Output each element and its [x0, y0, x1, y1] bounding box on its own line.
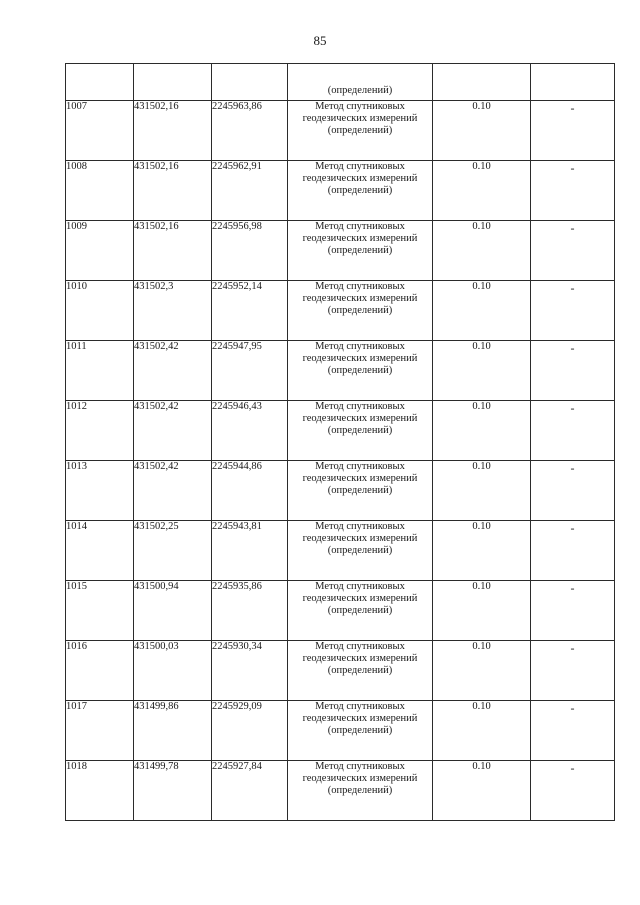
- method-line: Метод спутниковых: [315, 101, 405, 112]
- coord-x: 431502,42: [134, 401, 212, 461]
- point-number: 1012: [66, 401, 134, 461]
- point-number: 1011: [66, 341, 134, 401]
- point-number: 1008: [66, 161, 134, 221]
- accuracy-value: 0.10: [433, 101, 531, 161]
- method-line: Метод спутниковых: [315, 401, 405, 412]
- method-cell: [288, 161, 433, 221]
- accuracy-value: 0.10: [433, 761, 531, 821]
- coord-x: 431502,25: [134, 521, 212, 581]
- method-line: (определений): [327, 365, 393, 376]
- method-cell: [288, 461, 433, 521]
- method-cell: [288, 521, 433, 581]
- method-line: геодезических измерений: [302, 653, 418, 664]
- method-line: Метод спутниковых: [315, 521, 405, 532]
- empty-value-dash: -: [531, 281, 615, 341]
- table-cell: [212, 64, 288, 101]
- empty-value-dash: -: [531, 101, 615, 161]
- page-number: 85: [313, 33, 327, 48]
- table-row: [66, 401, 615, 461]
- coord-x: 431500,94: [134, 581, 212, 641]
- coord-y: 2245946,43: [212, 401, 288, 461]
- coord-x: 431502,16: [134, 221, 212, 281]
- coord-x: 431502,42: [134, 341, 212, 401]
- method-cell: [288, 701, 433, 761]
- accuracy-value: 0.10: [433, 401, 531, 461]
- coord-y: 2245935,86: [212, 581, 288, 641]
- table-row: [66, 341, 615, 401]
- empty-value-dash: -: [531, 641, 615, 701]
- coord-x: 431502,16: [134, 161, 212, 221]
- coord-x: 431502,3: [134, 281, 212, 341]
- empty-value-dash: -: [531, 161, 615, 221]
- method-line: (определений): [327, 605, 393, 616]
- method-line: геодезических измерений: [302, 353, 418, 364]
- method-cell: [288, 641, 433, 701]
- coord-y: 2245944,86: [212, 461, 288, 521]
- continuation-row: [66, 64, 615, 101]
- coord-y: 2245927,84: [212, 761, 288, 821]
- coord-y: 2245956,98: [212, 221, 288, 281]
- method-line: (определений): [327, 185, 393, 196]
- method-line: (определений): [327, 665, 393, 676]
- method-line: геодезических измерений: [302, 113, 418, 124]
- point-number: 1007: [66, 101, 134, 161]
- accuracy-value: 0.10: [433, 641, 531, 701]
- point-number: 1015: [66, 581, 134, 641]
- point-number: 1016: [66, 641, 134, 701]
- method-line: (определений): [327, 245, 393, 256]
- table-cell: [134, 64, 212, 101]
- method-line: Метод спутниковых: [315, 281, 405, 292]
- coord-y: 2245930,34: [212, 641, 288, 701]
- point-number: 1014: [66, 521, 134, 581]
- table-row: [66, 581, 615, 641]
- method-line: Метод спутниковых: [315, 701, 405, 712]
- point-number: 1013: [66, 461, 134, 521]
- table-row: [66, 281, 615, 341]
- method-line: Метод спутниковых: [315, 221, 405, 232]
- method-line: Метод спутниковых: [315, 761, 405, 772]
- method-cell: [288, 64, 433, 101]
- empty-value-dash: -: [531, 461, 615, 521]
- accuracy-value: 0.10: [433, 221, 531, 281]
- method-line: Метод спутниковых: [315, 461, 405, 472]
- point-number: 1010: [66, 281, 134, 341]
- method-line: геодезических измерений: [302, 413, 418, 424]
- coord-y: 2245929,09: [212, 701, 288, 761]
- coordinates-table: [65, 63, 615, 821]
- method-line: геодезических измерений: [302, 773, 418, 784]
- coord-y: 2245962,91: [212, 161, 288, 221]
- accuracy-value: 0.10: [433, 701, 531, 761]
- method-line: Метод спутниковых: [315, 581, 405, 592]
- table-row: [66, 641, 615, 701]
- empty-value-dash: -: [531, 401, 615, 461]
- accuracy-value: 0.10: [433, 161, 531, 221]
- table-cell: [531, 64, 615, 101]
- accuracy-value: 0.10: [433, 461, 531, 521]
- method-line: (определений): [327, 85, 393, 96]
- method-line: геодезических измерений: [302, 293, 418, 304]
- method-line: геодезических измерений: [302, 233, 418, 244]
- coord-x: 431499,78: [134, 761, 212, 821]
- table-row: [66, 701, 615, 761]
- method-cell: [288, 221, 433, 281]
- coord-y: 2245943,81: [212, 521, 288, 581]
- method-line: (определений): [327, 125, 393, 136]
- method-cell: [288, 281, 433, 341]
- method-cell: [288, 101, 433, 161]
- method-line: (определений): [327, 305, 393, 316]
- table-row: [66, 521, 615, 581]
- method-line: (определений): [327, 425, 393, 436]
- empty-value-dash: -: [531, 521, 615, 581]
- method-line: (определений): [327, 485, 393, 496]
- method-line: Метод спутниковых: [315, 341, 405, 352]
- method-cell: [288, 761, 433, 821]
- method-line: геодезических измерений: [302, 713, 418, 724]
- table-cell: [433, 64, 531, 101]
- coord-y: 2245952,14: [212, 281, 288, 341]
- table-row: [66, 761, 615, 821]
- accuracy-value: 0.10: [433, 341, 531, 401]
- empty-value-dash: -: [531, 701, 615, 761]
- accuracy-value: 0.10: [433, 521, 531, 581]
- coord-x: 431502,42: [134, 461, 212, 521]
- table-cell: [66, 64, 134, 101]
- coord-y: 2245947,95: [212, 341, 288, 401]
- method-line: геодезических измерений: [302, 173, 418, 184]
- method-cell: [288, 341, 433, 401]
- empty-value-dash: -: [531, 341, 615, 401]
- table-row: [66, 101, 615, 161]
- coord-x: 431499,86: [134, 701, 212, 761]
- point-number: 1018: [66, 761, 134, 821]
- coord-x: 431502,16: [134, 101, 212, 161]
- method-line: геодезических измерений: [302, 593, 418, 604]
- coord-y: 2245963,86: [212, 101, 288, 161]
- table-row: [66, 221, 615, 281]
- method-line: геодезических измерений: [302, 533, 418, 544]
- method-line: (определений): [327, 725, 393, 736]
- method-line: Метод спутниковых: [315, 641, 405, 652]
- method-line: (определений): [327, 545, 393, 556]
- table-row: [66, 461, 615, 521]
- point-number: 1009: [66, 221, 134, 281]
- empty-value-dash: -: [531, 581, 615, 641]
- method-line: Метод спутниковых: [315, 161, 405, 172]
- accuracy-value: 0.10: [433, 581, 531, 641]
- coord-x: 431500,03: [134, 641, 212, 701]
- table-row: [66, 161, 615, 221]
- method-line: геодезических измерений: [302, 473, 418, 484]
- method-cell: [288, 581, 433, 641]
- point-number: 1017: [66, 701, 134, 761]
- accuracy-value: 0.10: [433, 281, 531, 341]
- empty-value-dash: -: [531, 221, 615, 281]
- method-cell: [288, 401, 433, 461]
- empty-value-dash: -: [531, 761, 615, 821]
- method-line: (определений): [327, 785, 393, 796]
